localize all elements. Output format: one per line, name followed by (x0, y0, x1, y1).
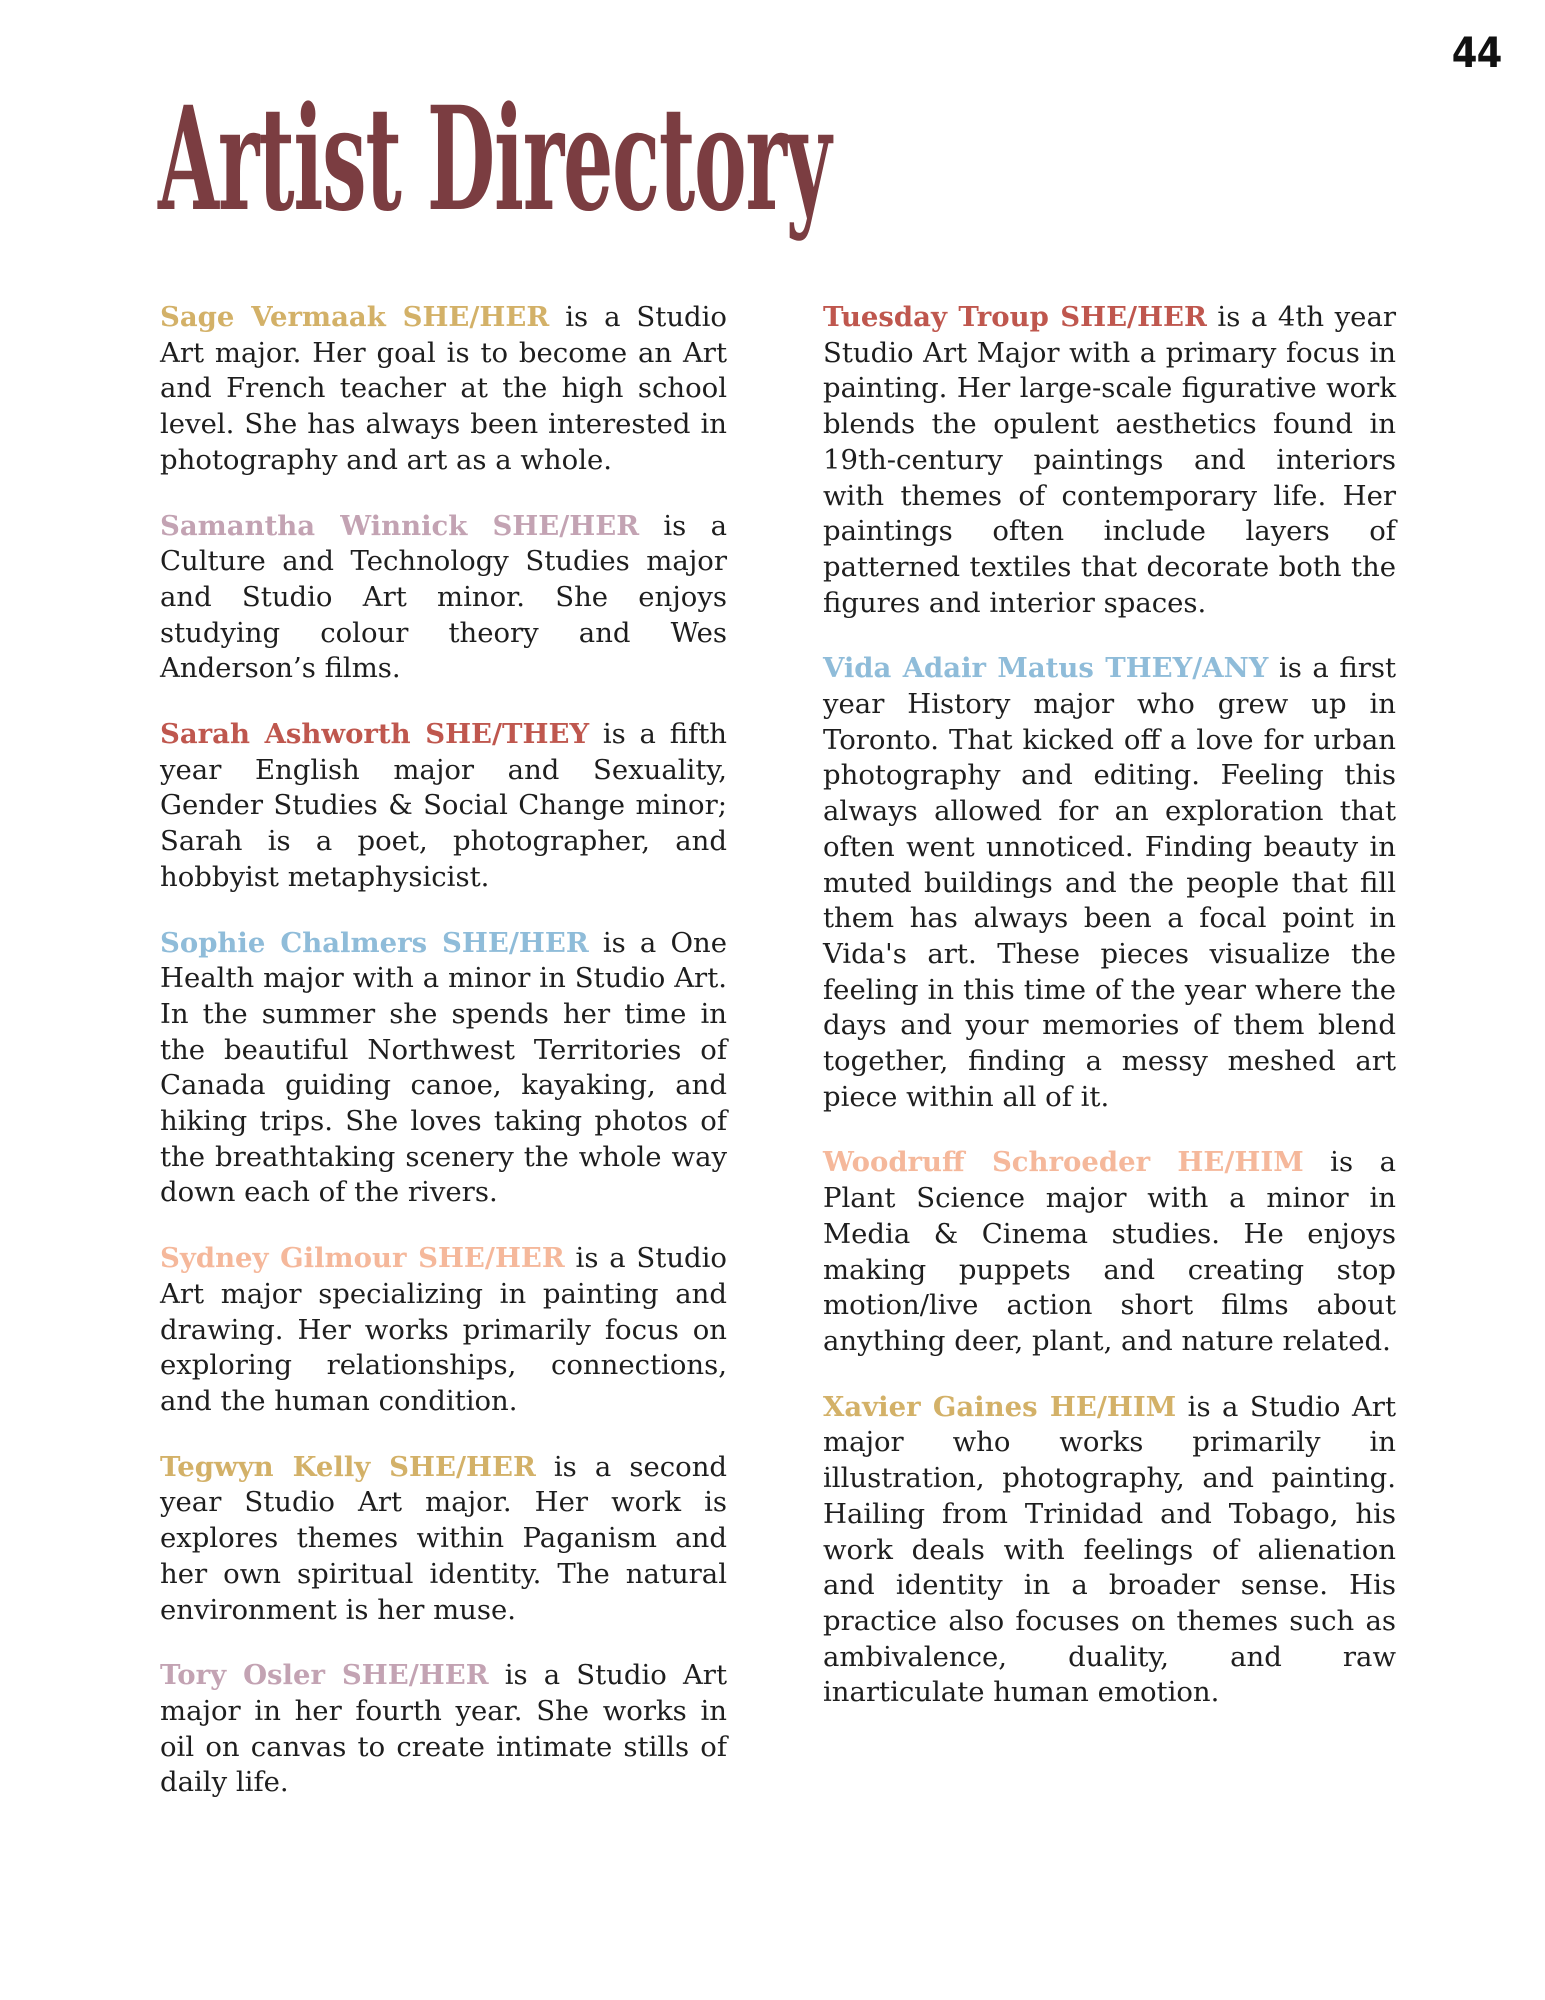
directory-column-left (160, 300, 727, 1831)
artist-bio: Sydney Gilmour SHE/HER is a Studio Art major specializing in painting and drawing. Her works primarily focus on exploring relationships, connections, and the human condition. (160, 1242, 727, 1417)
artist-bio: Tegwyn Kelly SHE/HER is a second year Studio Art major. Her work is explores themes within Paganism and her own spiritual identity. The natural environment is her muse. (160, 1450, 728, 1626)
artist-bio: Sophie Chalmers SHE/HER is a One Health major with a minor in Studio Art. In the summer she spends her time in the beautiful Northwest Territories of Canada guiding canoe, kayaking, and hiking trips. She loves taking photos of the breathtaking scenery the whole way down each of the rivers. (160, 926, 727, 1209)
artist-name-pronouns: Tegwyn Kelly SHE/HER (160, 1450, 536, 1483)
artist-name-pronouns: Tuesday Troup SHE/HER (823, 301, 1207, 333)
artist-name-pronouns: Sydney Gilmour SHE/HER (160, 1242, 565, 1275)
artist-name-pronouns: Xavier Gaines HE/HIM (823, 1390, 1177, 1423)
artist-bio: Sarah Ashworth SHE/THEY is a fifth year English major and Sexuality, Gender Studies & Social Change minor; Sarah is a poet, photographer, and hobbyist metaphysicist. (160, 718, 727, 893)
directory-column-right (823, 300, 1396, 1831)
artist-name-pronouns: Vida Adair Matus THEY/ANY (823, 652, 1269, 685)
artist-name-pronouns: Sophie Chalmers SHE/HER (160, 926, 589, 959)
artist-bio: Sage Vermaak SHE/HER is a Studio Art major. Her goal is to become an Art and French teacher at the high school level. She has always been interested in photography and art as a whole. (160, 301, 727, 476)
directory-columns (160, 300, 1396, 1831)
page-title: Artist Directory (158, 75, 831, 243)
artist-name-pronouns: Woodruff Schroeder HE/HIM (823, 1146, 1304, 1179)
artist-name-pronouns: Samantha Winnick SHE/HER (160, 509, 640, 542)
artist-name-pronouns: Sarah Ashworth SHE/THEY (160, 718, 590, 751)
artist-bio: Vida Adair Matus THEY/ANY is a first year History major who grew up in Toronto. That kicked off a love for urban photography and editing. Feeling this always allowed for an exploration that often went unnoticed. Finding beauty in muted buildings and the people that fill them has always been a focal point in Vida's art. These pieces visualize the feeling in this time of the year where the days and your memories of them blend together, finding a messy meshed art piece within all of it. (823, 652, 1396, 1113)
artist-bio: Tuesday Troup SHE/HER is a 4th year Studio Art Major with a primary focus in painting. Her large-scale figurative work blends the opulent aesthetics found in 19th-century paintings and interiors with themes of contemporary life. Her paintings often include layers of patterned textiles that decorate both the figures and interior spaces. (823, 301, 1396, 619)
artist-name-pronouns: Tory Osler SHE/HER (160, 1659, 489, 1692)
artist-bio: Woodruff Schroeder HE/HIM is a Plant Science major with a minor in Media & Cinema studies. He enjoys making puppets and creating stop motion/live action short films about anything deer, plant, and nature related. (823, 1146, 1396, 1357)
artist-name-pronouns: Sage Vermaak SHE/HER (160, 301, 550, 333)
page-number: 44 (1451, 28, 1501, 77)
artist-bio: Tory Osler SHE/HER is a Studio Art major in her fourth year. She works in oil on canvas to create intimate stills of daily life. (160, 1659, 727, 1799)
artist-bio: Samantha Winnick SHE/HER is a Culture and Technology Studies major and Studio Art minor. She enjoys studying colour theory and Wes Anderson’s films. (160, 509, 727, 685)
artist-bio: Xavier Gaines HE/HIM is a Studio Art major who works primarily in illustration, photography, and painting. Hailing from Trinidad and Tobago, his work deals with feelings of alienation and identity in a broader sense. His practice also focuses on themes such as ambivalence, duality, and raw inarticulate human emotion. (823, 1390, 1396, 1709)
